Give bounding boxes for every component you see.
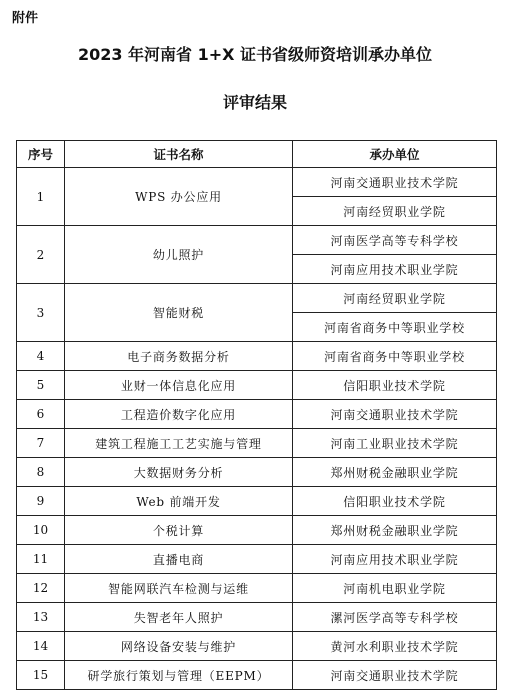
table-row	[17, 632, 497, 661]
certificate-name-cell: 工程造价数字化应用	[65, 400, 293, 429]
table-row	[17, 458, 497, 487]
row-number-cell: 6	[17, 400, 65, 429]
row-number-cell: 11	[17, 545, 65, 574]
row-number-cell: 12	[17, 574, 65, 603]
host-unit-cell: 漯河医学高等专科学校	[293, 603, 497, 632]
table-row	[17, 342, 497, 371]
host-unit-cell: 河南应用技术职业学院	[293, 255, 497, 284]
table-row	[17, 545, 497, 574]
table-row	[17, 574, 497, 603]
host-unit-cell: 河南省商务中等职业学校	[293, 313, 497, 342]
certificate-name-cell: 网络设备安装与维护	[65, 632, 293, 661]
table-row	[17, 400, 497, 429]
row-number-cell: 13	[17, 603, 65, 632]
row-number-cell: 9	[17, 487, 65, 516]
host-unit-cell: 河南交通职业技术学院	[293, 168, 497, 197]
certificate-name-cell: 幼儿照护	[65, 226, 293, 284]
row-number-cell: 10	[17, 516, 65, 545]
row-number-cell: 3	[17, 284, 65, 342]
host-unit-cell: 河南工业职业技术学院	[293, 429, 497, 458]
row-number-cell: 4	[17, 342, 65, 371]
document-title: 2023 年河南省 1+X 证书省级师资培训承办单位	[77, 45, 433, 64]
host-unit-cell: 郑州财税金融职业学院	[293, 458, 497, 487]
table-header-row	[17, 141, 497, 168]
column-header-unit: 承办单位	[293, 141, 497, 168]
row-number-cell: 14	[17, 632, 65, 661]
certificate-name-cell: 业财一体信息化应用	[65, 371, 293, 400]
certificate-name-cell: 直播电商	[65, 545, 293, 574]
table-row	[17, 603, 497, 632]
certificate-name-cell: 失智老年人照护	[65, 603, 293, 632]
table-row	[17, 516, 497, 545]
certificate-name-cell: 电子商务数据分析	[65, 342, 293, 371]
table-body	[17, 168, 497, 690]
attachment-label: 附件	[12, 11, 39, 26]
table-row	[17, 284, 497, 313]
table-row	[17, 661, 497, 690]
certificate-name-cell: Web 前端开发	[65, 487, 293, 516]
host-unit-cell: 河南交通职业技术学院	[293, 661, 497, 690]
host-unit-cell: 河南经贸职业学院	[293, 284, 497, 313]
host-unit-cell: 河南机电职业学院	[293, 574, 497, 603]
table-row	[17, 226, 497, 255]
row-number-cell: 1	[17, 168, 65, 226]
host-unit-cell: 河南应用技术职业学院	[293, 545, 497, 574]
certificate-name-cell: 建筑工程施工工艺实施与管理	[65, 429, 293, 458]
certificate-name-cell: 个税计算	[65, 516, 293, 545]
host-unit-cell: 河南交通职业技术学院	[293, 400, 497, 429]
host-unit-cell: 河南医学高等专科学校	[293, 226, 497, 255]
row-number-cell: 7	[17, 429, 65, 458]
table-row	[17, 487, 497, 516]
certificate-name-cell: 智能财税	[65, 284, 293, 342]
certificate-name-cell: 智能网联汽车检测与运维	[65, 574, 293, 603]
host-unit-cell: 河南经贸职业学院	[293, 197, 497, 226]
table-row	[17, 371, 497, 400]
row-number-cell: 15	[17, 661, 65, 690]
table-row	[17, 168, 497, 197]
column-header-number: 序号	[17, 141, 65, 168]
host-unit-cell: 信阳职业技术学院	[293, 487, 497, 516]
host-unit-cell: 郑州财税金融职业学院	[293, 516, 497, 545]
row-number-cell: 8	[17, 458, 65, 487]
certificate-name-cell: WPS 办公应用	[65, 168, 293, 226]
certificate-name-cell: 研学旅行策划与管理（EEPM）	[65, 661, 293, 690]
column-header-certificate: 证书名称	[65, 141, 293, 168]
row-number-cell: 5	[17, 371, 65, 400]
document-subtitle: 评审结果	[222, 93, 287, 112]
row-number-cell: 2	[17, 226, 65, 284]
host-unit-cell: 黄河水利职业技术学院	[293, 632, 497, 661]
table-row	[17, 429, 497, 458]
host-unit-cell: 河南省商务中等职业学校	[293, 342, 497, 371]
results-table	[16, 140, 497, 690]
host-unit-cell: 信阳职业技术学院	[293, 371, 497, 400]
certificate-name-cell: 大数据财务分析	[65, 458, 293, 487]
